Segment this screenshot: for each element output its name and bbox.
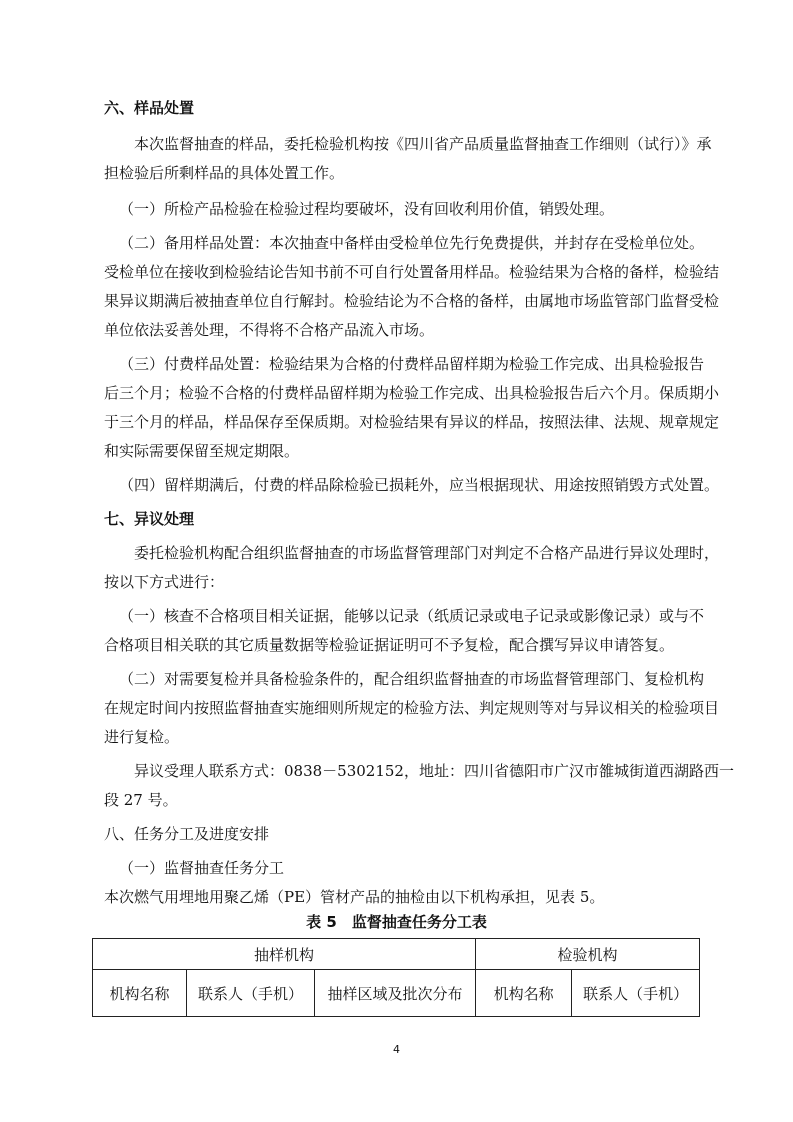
- section-7-title: 七、异议处理: [104, 510, 195, 528]
- s7-line-1: 委托检验机构配合组织监督抽查的市场监督管理部门对判定不合格产品进行异议处理时，: [134, 544, 720, 562]
- table-group-testing: 检验机构: [476, 939, 700, 970]
- s6-item-3-line-4: 和实际需要保留至规定期限。: [104, 442, 300, 460]
- page-number: 4: [393, 1043, 400, 1056]
- s7-contact-line-2: 段 27 号。: [104, 791, 178, 809]
- table-group-sampling: 抽样机构: [93, 939, 476, 970]
- section-6-title: 六、样品处置: [104, 99, 195, 117]
- task-division-table: [92, 938, 700, 1017]
- s8-line-1: 本次燃气用埋地用聚乙烯（PE）管材产品的抽检由以下机构承担，见表 5。: [104, 888, 605, 906]
- s6-item-1: （一）所检产品检验在检验过程均要破坏，没有回收利用价值，销毁处理。: [119, 200, 615, 218]
- s6-item-2-line-2: 受检单位在接收到检验结论告知书前不可自行处置备用样品。检验结果为合格的备样，检验结: [104, 263, 720, 281]
- table-header-cell: 联系人（手机）: [572, 970, 700, 1017]
- s7-line-2: 按以下方式进行：: [104, 573, 225, 591]
- table-header-cell: 抽样区域及批次分布: [314, 970, 475, 1017]
- table-header-cell: 联系人（手机）: [187, 970, 315, 1017]
- table-header-cell: 机构名称: [476, 970, 572, 1017]
- section-8-title: 八、任务分工及进度安排: [104, 825, 270, 843]
- s7-item-2-line-1: （二）对需要复检并具备检验条件的，配合组织监督抽查的市场监督管理部门、复检机构: [119, 670, 705, 688]
- table-header-cell: 机构名称: [93, 970, 187, 1017]
- s7-item-1-line-2: 合格项目相关联的其它质量数据等检验证据证明可不予复检，配合撰写异议申请答复。: [104, 636, 675, 654]
- s6-item-4: （四）留样期满后，付费的样品除检验已损耗外，应当根据现状、用途按照销毁方式处置。: [119, 476, 720, 494]
- s6-item-2-line-4: 单位依法妥善处理，不得将不合格产品流入市场。: [104, 321, 435, 339]
- s6-item-3-line-2: 后三个月；检验不合格的付费样品留样期为检验工作完成、出具检验报告后六个月。保质期小: [104, 384, 720, 402]
- table-caption: 表 5 监督抽查任务分工表: [306, 913, 487, 931]
- s6-line-2: 担检验后所剩样品的具体处置工作。: [104, 164, 345, 182]
- s6-item-3-line-3: 于三个月的样品，样品保存至保质期。对检验结果有异议的样品，按照法律、法规、规章规定: [104, 413, 720, 431]
- s7-contact-line-1: 异议受理人联系方式：0838－5302152，地址：四川省德阳市广汉市雒城街道西湖路西一: [134, 762, 734, 780]
- s6-item-2-line-3: 果异议期满后被抽查单位自行解封。检验结论为不合格的备样，由属地市场监管部门监督受检: [104, 292, 720, 310]
- s8-subsection-1: （一）监督抽查任务分工: [119, 859, 285, 877]
- s6-line-1: 本次监督抽查的样品，委托检验机构按《四川省产品质量监督抽查工作细则（试行）》承: [134, 135, 712, 153]
- s7-item-2-line-3: 进行复检。: [104, 728, 180, 746]
- s6-item-2-line-1: （二）备用样品处置：本次抽查中备样由受检单位先行免费提供，并封存在受检单位处。: [119, 234, 705, 252]
- s7-item-1-line-1: （一）核查不合格项目相关证据，能够以记录（纸质记录或电子记录或影像记录）或与不: [119, 607, 705, 625]
- s7-item-2-line-2: 在规定时间内按照监督抽查实施细则所规定的检验方法、判定规则等对与异议相关的检验项目: [104, 699, 720, 717]
- s6-item-3-line-1: （三）付费样品处置：检验结果为合格的付费样品留样期为检验工作完成、出具检验报告: [119, 355, 705, 373]
